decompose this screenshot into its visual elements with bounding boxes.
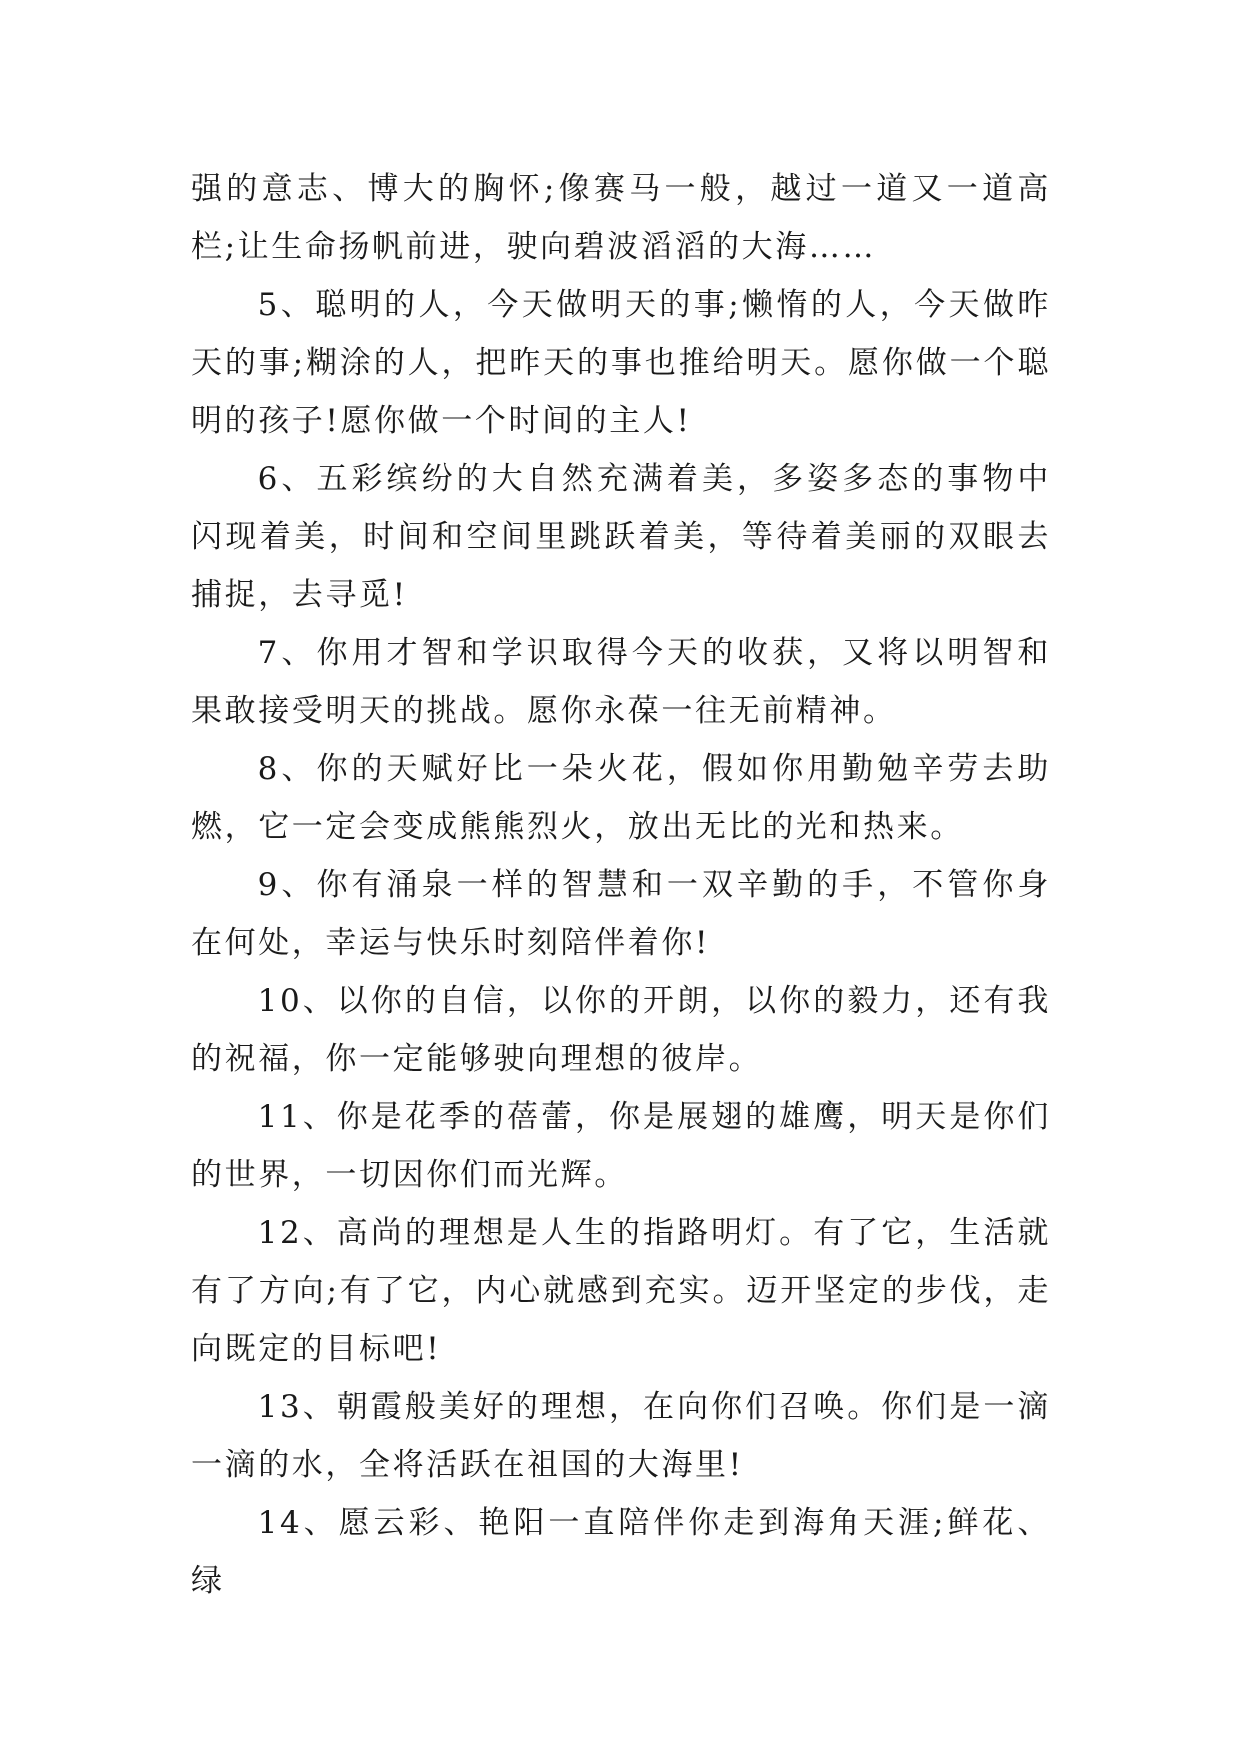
- paragraph-item-10: 10、以你的自信，以你的开朗，以你的毅力，还有我的祝福，你一定能够驶向理想的彼岸。: [191, 983, 1051, 1077]
- paragraph-item-12: 12、高尚的理想是人生的指路明灯。有了它，生活就有了方向;有了它，内心就感到充实。迈开坚定的步伐，走向既定的目标吧!: [191, 1215, 1051, 1367]
- paragraph-item-5: 5、聪明的人，今天做明天的事;懒惰的人，今天做昨天的事;糊涂的人，把昨天的事也推给明天。愿你做一个聪明的孩子!愿你做一个时间的主人!: [191, 287, 1051, 439]
- paragraph-item-11: 11、你是花季的蓓蕾，你是展翅的雄鹰，明天是你们的世界，一切因你们而光辉。: [191, 1099, 1051, 1193]
- document-body: [191, 160, 1051, 1610]
- paragraph-item-9: 9、你有涌泉一样的智慧和一双辛勤的手，不管你身在何处，幸运与快乐时刻陪伴着你!: [191, 867, 1051, 961]
- paragraph-item-7: 7、你用才智和学识取得今天的收获，又将以明智和果敢接受明天的挑战。愿你永葆一往无前精神。: [191, 635, 1051, 729]
- paragraph-item-6: 6、五彩缤纷的大自然充满着美，多姿多态的事物中闪现着美，时间和空间里跳跃着美，等待着美丽的双眼去捕捉，去寻觅!: [191, 461, 1051, 613]
- paragraph-item-8: 8、你的天赋好比一朵火花，假如你用勤勉辛劳去助燃，它一定会变成熊熊烈火，放出无比的光和热来。: [191, 751, 1051, 845]
- paragraph-item-13: 13、朝霞般美好的理想，在向你们召唤。你们是一滴一滴的水，全将活跃在祖国的大海里!: [191, 1389, 1051, 1483]
- paragraph-item-14: 14、愿云彩、艳阳一直陪伴你走到海角天涯;鲜花、绿: [191, 1505, 1051, 1599]
- paragraph-continuation: 强的意志、博大的胸怀;像赛马一般，越过一道又一道高栏;让生命扬帆前进，驶向碧波滔滔的大海……: [191, 171, 1051, 265]
